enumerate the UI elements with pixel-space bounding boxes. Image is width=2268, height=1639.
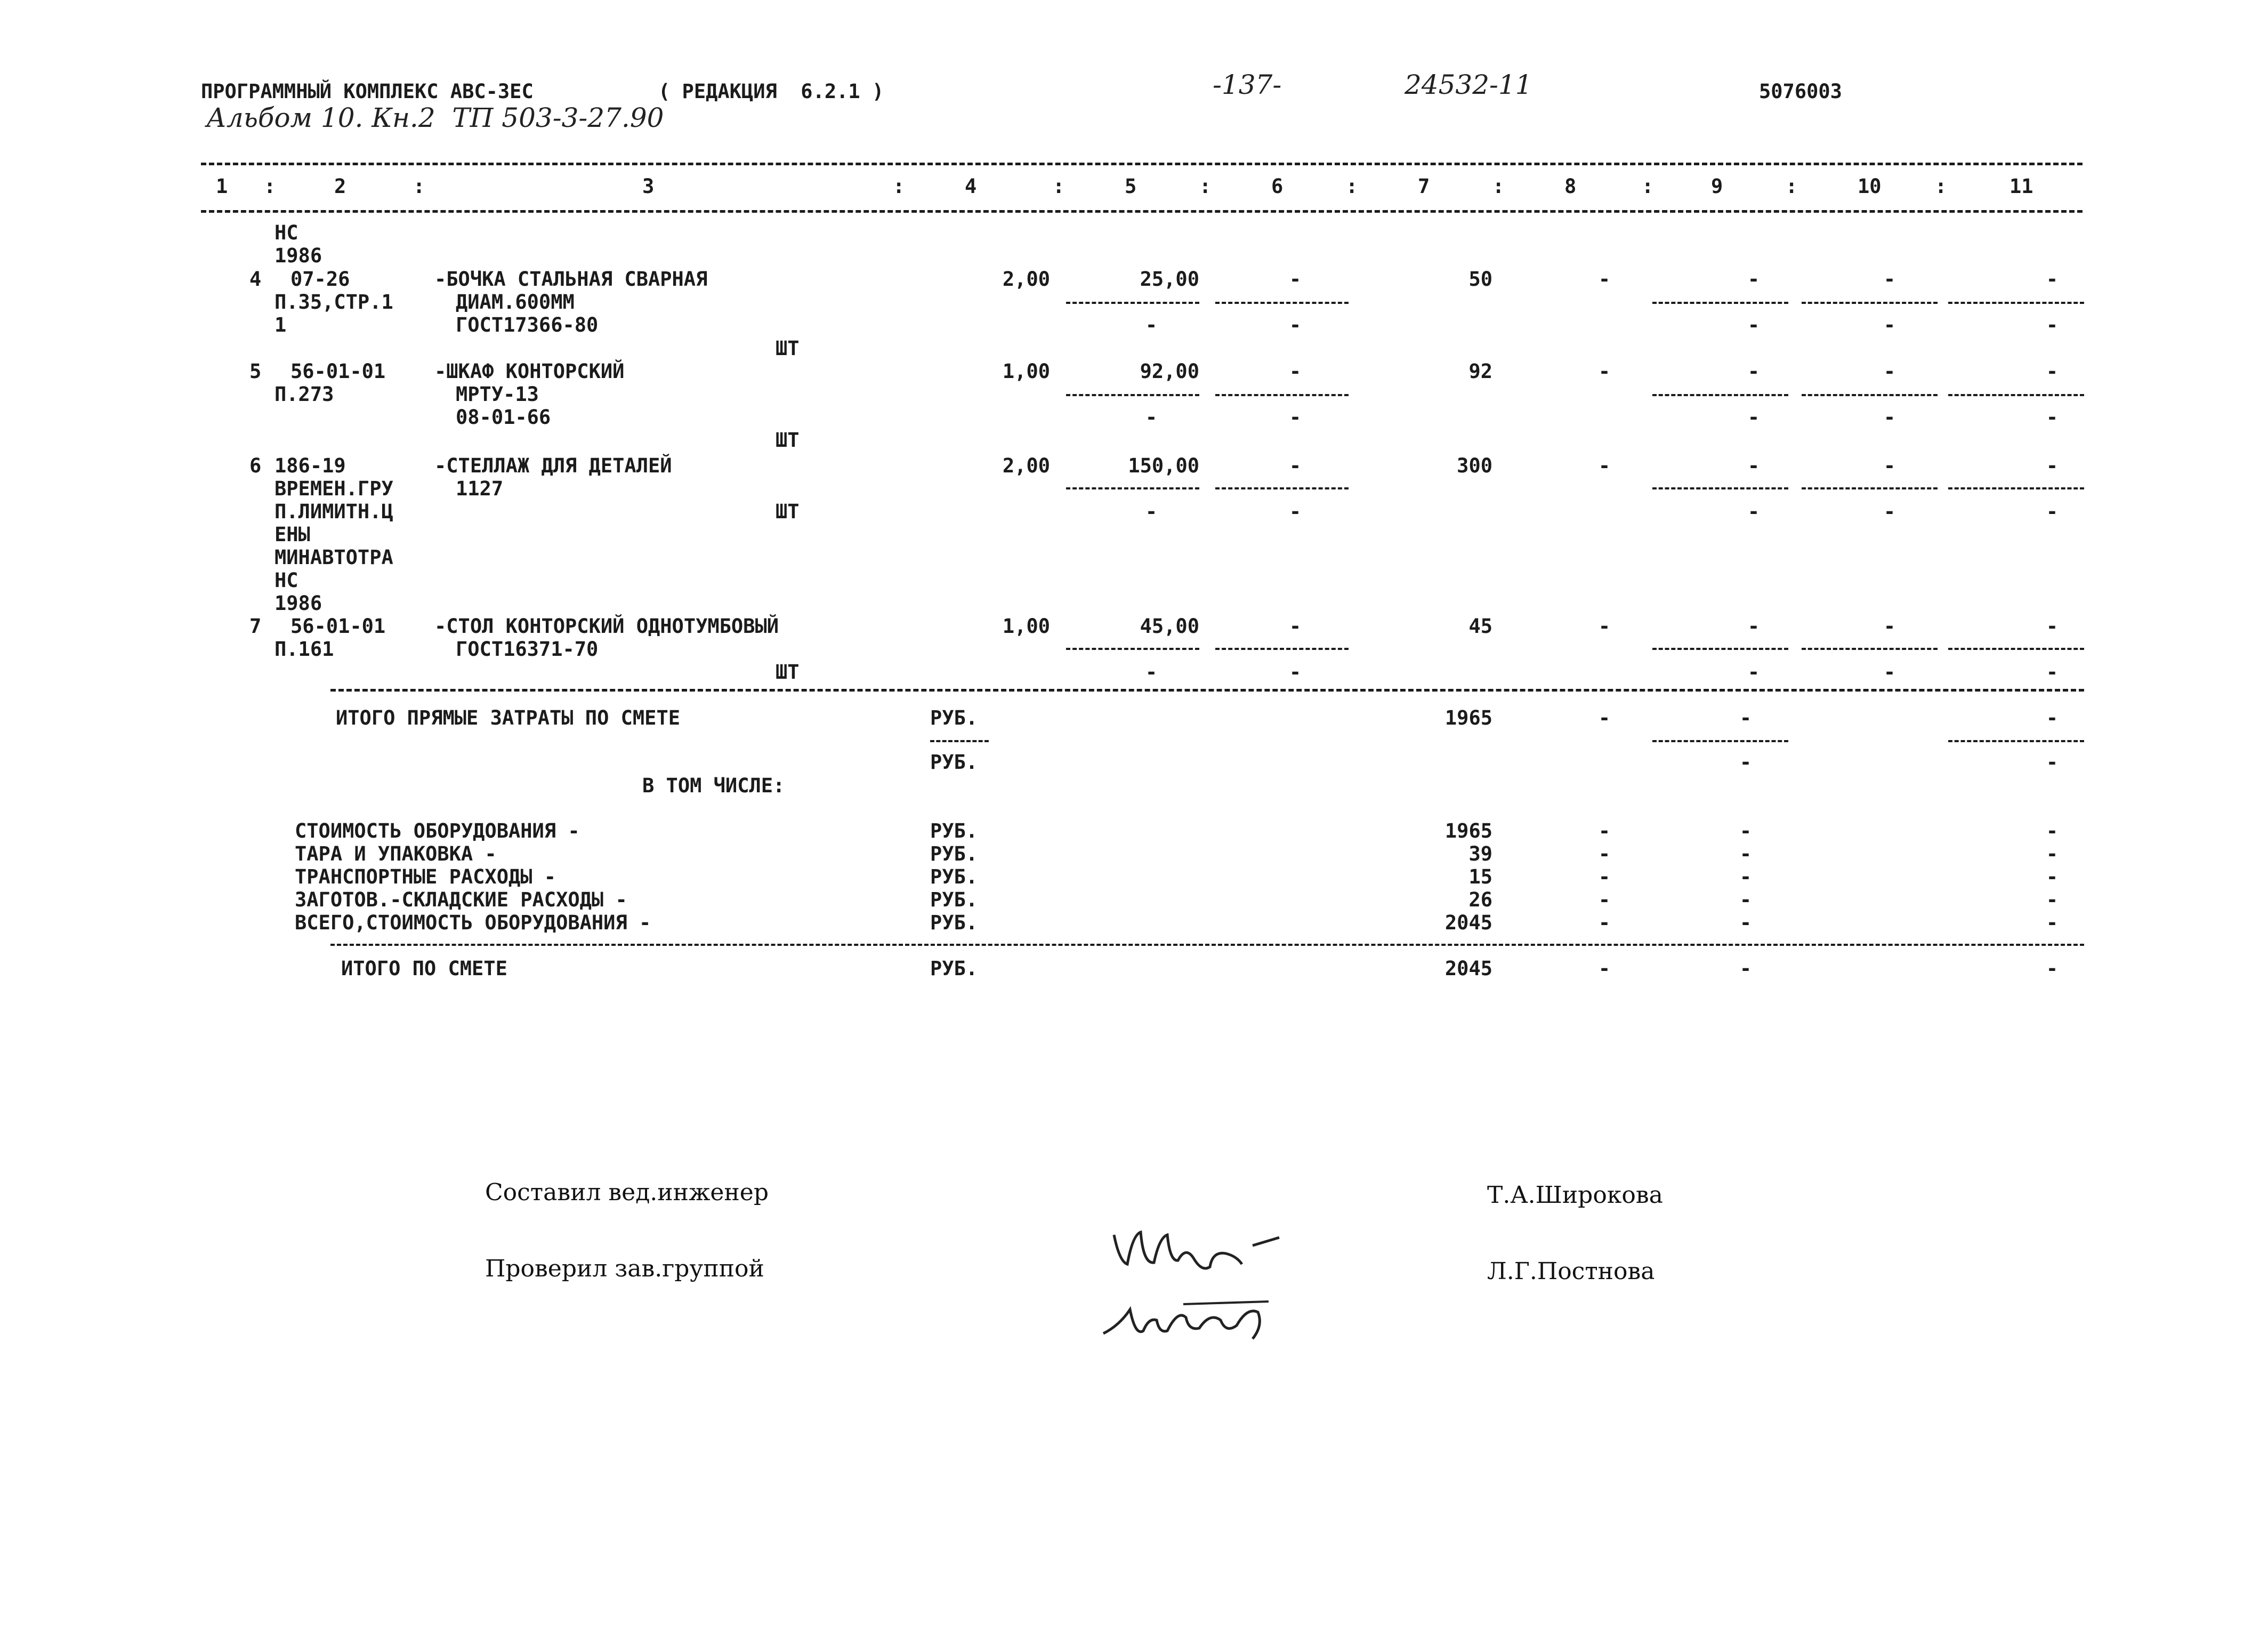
dash: - [1598,842,1611,865]
row-col11: - [2046,268,2059,291]
direct-costs-value: 1965 [1444,706,1492,729]
page-number: -137- [1213,69,1282,100]
breakdown-label: ЗАГОТОВ.-СКЛАДСКИЕ РАСХОДЫ - [295,888,627,911]
row-col9: - [1747,454,1760,477]
row-col10: - [1883,454,1896,477]
dash: - [1739,751,1752,774]
row-sub10: - [1883,661,1896,684]
row-code: 56-01-01 [290,360,386,383]
col-header-5: 5 [1125,175,1137,198]
row-sub11: - [2046,406,2059,429]
breakdown-label: ТАРА И УПАКОВКА - [295,842,497,865]
currency-label: РУБ. [930,888,978,911]
grand-total-label: ИТОГО ПО СМЕТЕ [341,957,507,980]
row-col9: - [1747,268,1760,291]
dash: - [1598,820,1611,842]
signature-checked [1098,1242,1301,1393]
row-code: П.273 [275,383,334,406]
dash: - [1598,706,1611,729]
currency-label: РУБ. [930,957,978,980]
row-sub9: - [1747,661,1760,684]
row-code: 186-19 [275,454,346,477]
dash: - [2046,957,2059,980]
grand-total-rule [330,944,2084,946]
row-quantity: 2,00 [1002,454,1050,477]
dash: - [1739,888,1752,911]
row-col7: 50 [1468,268,1492,291]
row-col6: - [1289,268,1302,291]
row-sub6: - [1289,661,1302,684]
row-sub11: - [2046,314,2059,336]
breakdown-label: СТОИМОСТЬ ОБОРУДОВАНИЯ - [295,820,580,842]
currency-label: РУБ. [930,706,978,729]
row-pre-text: НС [275,221,298,244]
row-name: ГОСТ17366-80 [456,314,599,336]
row-col6: - [1289,615,1302,638]
table-header-rule [201,210,2083,213]
col-header-6: 6 [1271,175,1284,198]
including-label: В ТОМ ЧИСЛЕ: [642,774,785,797]
col-header-2: 2 [334,175,346,198]
row-col8: - [1598,454,1611,477]
row-col11: - [2046,454,2059,477]
dash: - [1598,957,1611,980]
dash: - [1739,820,1752,842]
document-number: 24532-11 [1405,69,1532,100]
row-price: 92,00 [1140,360,1199,383]
breakdown-value: 2045 [1444,911,1492,934]
dash: - [1739,842,1752,865]
dash: - [2046,888,2059,911]
col-header-11: 11 [2009,175,2033,198]
col-header-10: 10 [1858,175,1882,198]
row-quantity: 1,00 [1002,615,1050,638]
currency-label: РУБ. [930,842,978,865]
grand-total-value: 2045 [1444,957,1492,980]
row-code: 07-26 [290,268,350,291]
row-sub5: - [1145,661,1158,684]
compiled-by-label: Составил вед.инженер [485,1179,769,1206]
row-quantity: 1,00 [1002,360,1050,383]
col-header-1: 1 [216,175,228,198]
totals-rule [330,689,2084,692]
row-sub9: - [1747,314,1760,336]
table-top-rule [201,163,2083,165]
col-header-8: 8 [1564,175,1577,198]
row-col10: - [1883,615,1896,638]
row-sub5: - [1145,500,1158,523]
row-col7: 300 [1457,454,1492,477]
breakdown-value: 15 [1468,865,1492,888]
document-code: 5076003 [1759,80,1842,103]
row-code: 1 [275,314,287,336]
dash: - [1739,911,1752,934]
breakdown-value: 1965 [1444,820,1492,842]
row-sub5: - [1145,314,1158,336]
row-code: П.35,СТР.1 [275,291,393,314]
row-col8: - [1598,615,1611,638]
row-price: 45,00 [1140,615,1199,638]
dash: - [1739,706,1752,729]
dash: - [1598,865,1611,888]
row-sub10: - [1883,406,1896,429]
dash: - [2046,820,2059,842]
row-sub6: - [1289,314,1302,336]
row-col7: 45 [1468,615,1492,638]
row-name: -ШКАФ КОНТОРСКИЙ [434,360,625,383]
currency-label: РУБ. [930,751,978,774]
row-sub10: - [1883,314,1896,336]
row-quantity: 2,00 [1002,268,1050,291]
row-number: 6 [249,454,262,477]
breakdown-value: 26 [1468,888,1492,911]
row-col10: - [1883,268,1896,291]
edition-label: ( РЕДАКЦИЯ 6.2.1 ) [658,80,884,103]
row-sub9: - [1747,406,1760,429]
row-number: 5 [249,360,262,383]
currency-label: РУБ. [930,865,978,888]
row-name: 08-01-66 [456,406,551,429]
row-number: 4 [249,268,262,291]
row-name: -СТЕЛЛАЖ ДЛЯ ДЕТАЛЕЙ [434,454,672,477]
row-code: 1986 [275,592,322,615]
row-col7: 92 [1468,360,1492,383]
col-header-3: 3 [642,175,655,198]
compiled-by-name: Т.А.Широкова [1487,1182,1663,1209]
dash: - [1739,865,1752,888]
row-code: ЕНЫ [275,523,310,546]
breakdown-value: 39 [1468,842,1492,865]
row-code: 56-01-01 [290,615,386,638]
row-name: ДИАМ.600ММ [456,291,575,314]
row-name: ГОСТ16371-70 [456,638,599,661]
row-col11: - [2046,360,2059,383]
row-unit: ШТ [776,429,800,452]
direct-costs-label: ИТОГО ПРЯМЫЕ ЗАТРАТЫ ПО СМЕТЕ [336,706,681,729]
estimate-page: ПРОГРАММНЫЙ КОМПЛЕКС АВС-3ЕС ( РЕДАКЦИЯ 6.2.1 ) -137- 24532-11 5076003 Альбом 10. Кн.2 ТП 503-3-27.90 1 2 3 4 5 6 7 8 9 10 11 : : : : : : : : : : НС 1986 4 07-26 П.35,СТР.1 1 -БОЧКА СТАЛЬНАЯ СВАРНАЯ ДИАМ.600ММ ГОСТ17366-80 ШТ 2,00 25,00 - 50 - - - - - - - - - 5 56-01-01 П.273 -ШКАФ КОНТОРСКИЙ МРТУ-13 08-01-66 ШТ 1,00 92,00 - 92 - - - - - - - - - 6 186-19 ВРЕМЕН.ГРУ П.ЛИМИТН.Ц ЕНЫ МИНАВТОТРА НС 1986 -СТЕЛЛАЖ ДЛЯ ДЕТАЛЕЙ 1127 ШТ 2,00 150,00 - 300 - - - - - - - - - 7 56-01-01 П.161 -СТОЛ КОНТОРСКИЙ ОДНОТУМБОВЫЙ ГОСТ16371-70 ШТ 1,00 45,00 - 45 - - - - - - - - - ИТОГО ПРЯМЫЕ ЗАТРАТЫ ПО СМЕТЕ РУБ. 1965 - - - РУБ. - - В ТОМ ЧИСЛЕ: СТОИМОСТЬ ОБОРУДОВАНИЯ - РУБ. 1965 ТАРА И УПАКОВКА - РУБ. 39 ТРАНСПОРТНЫЕ РАСХОДЫ - РУБ. 15 ЗАГОТОВ.-СКЛАДСКИЕ РАСХОДЫ - РУБ. 26 ВСЕГО,СТОИМОСТЬ ОБОРУДОВАНИЯ - РУБ. 2045 - - - - - - - - - - - - - - - ИТОГО ПО СМЕТЕ РУБ. 2045 - - - Составил вед.инженер Т.А.Широкова Проверил зав.группой Л.Г.Постнова [0,0,2268,1639]
row-name: -СТОЛ КОНТОРСКИЙ ОДНОТУМБОВЫЙ [434,615,779,638]
breakdown-label: ТРАНСПОРТНЫЕ РАСХОДЫ - [295,865,556,888]
row-code: П.ЛИМИТН.Ц [275,500,393,523]
row-col10: - [1883,360,1896,383]
album-reference: Альбом 10. Кн.2 ТП 503-3-27.90 [206,102,664,133]
row-col6: - [1289,360,1302,383]
row-unit: ШТ [776,500,800,523]
row-pre-text: 1986 [275,244,322,267]
dash: - [2046,865,2059,888]
row-name: 1127 [456,477,504,500]
col-header-9: 9 [1711,175,1723,198]
row-col8: - [1598,360,1611,383]
checked-by-label: Проверил зав.группой [485,1255,764,1282]
dash: - [2046,911,2059,934]
row-sub9: - [1747,500,1760,523]
dash: - [1598,911,1611,934]
row-sub6: - [1289,406,1302,429]
dash: - [1739,957,1752,980]
row-unit: ШТ [776,661,800,684]
col-header-7: 7 [1418,175,1430,198]
row-col9: - [1747,360,1760,383]
dash: - [2046,842,2059,865]
row-sub11: - [2046,661,2059,684]
checked-by-name: Л.Г.Постнова [1487,1258,1655,1285]
row-price: 150,00 [1128,454,1199,477]
dash: - [1598,888,1611,911]
row-sub11: - [2046,500,2059,523]
row-unit: ШТ [776,337,800,360]
dash: - [2046,706,2059,729]
row-name: МРТУ-13 [456,383,539,406]
breakdown-label: ВСЕГО,СТОИМОСТЬ ОБОРУДОВАНИЯ - [295,911,651,934]
row-col11: - [2046,615,2059,638]
row-sub10: - [1883,500,1896,523]
col-header-4: 4 [965,175,977,198]
row-col6: - [1289,454,1302,477]
row-name: -БОЧКА СТАЛЬНАЯ СВАРНАЯ [434,268,708,291]
row-number: 7 [249,615,262,638]
row-code: ВРЕМЕН.ГРУ [275,477,393,500]
row-price: 25,00 [1140,268,1199,291]
row-col9: - [1747,615,1760,638]
row-code: МИНАВТОТРА [275,546,393,569]
dash: - [2046,751,2059,774]
currency-label: РУБ. [930,911,978,934]
row-code: П.161 [275,638,334,661]
row-code: НС [275,569,298,592]
program-title: ПРОГРАММНЫЙ КОМПЛЕКС АВС-3ЕС [201,80,534,103]
row-col8: - [1598,268,1611,291]
currency-label: РУБ. [930,820,978,842]
row-sub5: - [1145,406,1158,429]
row-sub6: - [1289,500,1302,523]
